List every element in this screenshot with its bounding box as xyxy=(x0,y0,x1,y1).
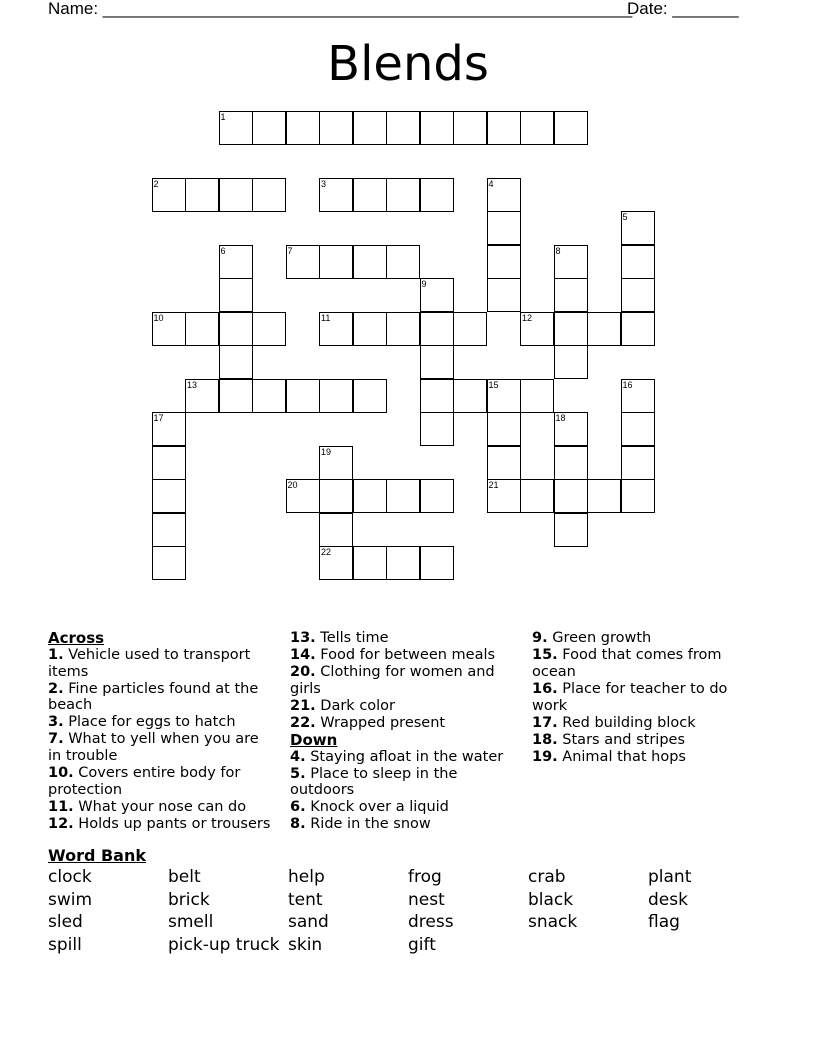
grid-cell xyxy=(286,111,320,145)
down-clue xyxy=(532,647,762,681)
clue-text: Clothing for women and girls xyxy=(290,663,495,697)
clue-text: Wrapped present xyxy=(315,714,446,731)
grid-cell xyxy=(621,278,655,312)
grid-cell xyxy=(554,479,588,513)
grid-cell xyxy=(219,345,253,379)
grid-cell xyxy=(219,178,253,212)
grid-cell xyxy=(420,278,454,312)
grid-cell xyxy=(587,479,621,513)
clue-text: Green growth xyxy=(547,630,652,646)
grid-cell xyxy=(386,312,420,346)
clue-number: 3 xyxy=(321,178,327,189)
clue-text: Covers entire body for protection xyxy=(48,765,241,798)
clue-text: Ride in the snow xyxy=(305,816,431,833)
clue-number-label: 14. xyxy=(290,646,316,663)
word-bank-item: desk xyxy=(648,889,688,910)
grid-cell xyxy=(286,379,320,413)
word-bank-item: nest xyxy=(408,889,445,910)
grid-cell xyxy=(219,111,253,145)
across-clue xyxy=(48,765,276,799)
across-clue xyxy=(48,799,276,816)
clue-text: Food for between meals xyxy=(315,646,496,663)
grid-cell xyxy=(319,312,353,346)
grid-cell xyxy=(554,345,588,379)
clue-number-label: 9. xyxy=(532,630,548,646)
grid-cell xyxy=(219,245,253,279)
grid-cell xyxy=(152,513,186,547)
grid-cell xyxy=(554,312,588,346)
down-clue xyxy=(532,681,762,715)
grid-cell xyxy=(554,111,588,145)
clue-number: 22 xyxy=(321,547,332,557)
clue-number-label: 8. xyxy=(290,816,306,833)
word-bank-item: crab xyxy=(528,867,566,887)
clue-text: Stars and stripes xyxy=(557,731,685,748)
grid-cell xyxy=(219,379,253,413)
across-clue xyxy=(48,731,276,765)
grid-cell xyxy=(420,345,454,379)
clue-number: 19 xyxy=(321,446,332,457)
grid-cell xyxy=(420,546,454,580)
across-clue xyxy=(290,715,515,732)
clue-number: 7 xyxy=(287,245,293,256)
grid-cell xyxy=(520,379,554,413)
clue-number-label: 6. xyxy=(290,799,306,816)
clue-text: Holds up pants or trousers xyxy=(73,815,271,832)
across-clue xyxy=(48,647,276,681)
clue-text: What your nose can do xyxy=(73,798,247,815)
clue-number-label: 4. xyxy=(290,748,306,765)
grid-cell xyxy=(319,111,353,145)
word-bank-item: brick xyxy=(168,889,210,910)
grid-cell xyxy=(554,245,588,279)
clue-number: 15 xyxy=(488,379,499,390)
down-heading: Down xyxy=(290,730,338,749)
grid-cell xyxy=(219,278,253,312)
clue-number: 2 xyxy=(153,178,159,189)
clue-number: 13 xyxy=(187,379,198,390)
clue-number-label: 20. xyxy=(290,663,316,680)
down-clue xyxy=(290,816,515,833)
clue-text: Staying afloat in the water xyxy=(305,748,504,765)
grid-cell xyxy=(554,412,588,446)
date-field-label: Date: _______ xyxy=(627,0,739,18)
clue-number: 16 xyxy=(622,379,633,390)
grid-cell xyxy=(621,446,655,480)
word-bank-item: skin xyxy=(288,934,323,955)
grid-cell xyxy=(487,412,521,446)
grid-cell xyxy=(353,312,387,346)
grid-cell xyxy=(286,245,320,279)
word-bank-item: sled xyxy=(48,912,83,932)
page-title: Blends xyxy=(327,36,489,92)
clue-number-label: 21. xyxy=(290,697,316,714)
clue-number: 8 xyxy=(555,245,561,256)
grid-cell xyxy=(353,178,387,212)
clue-number-label: 3. xyxy=(48,714,64,731)
word-bank-item: smell xyxy=(168,912,214,932)
grid-cell xyxy=(420,111,454,145)
grid-cell xyxy=(487,278,521,312)
grid-cell xyxy=(152,178,186,212)
clues-column-2 xyxy=(290,630,515,833)
grid-cell xyxy=(319,479,353,513)
grid-cell xyxy=(621,211,655,245)
grid-cell xyxy=(386,546,420,580)
grid-cell xyxy=(386,245,420,279)
grid-cell xyxy=(420,379,454,413)
word-bank-item: tent xyxy=(288,889,323,910)
grid-cell xyxy=(386,479,420,513)
clue-text: Knock over a liquid xyxy=(305,799,449,816)
grid-cell xyxy=(252,312,286,346)
grid-cell xyxy=(487,211,521,245)
grid-cell xyxy=(621,312,655,346)
grid-cell xyxy=(487,479,521,513)
clue-text: Place for eggs to hatch xyxy=(63,714,236,731)
word-bank-heading: Word Bank xyxy=(48,846,147,865)
across-clue xyxy=(290,698,515,715)
clue-number: 4 xyxy=(488,178,494,189)
grid-cell xyxy=(420,412,454,446)
grid-cell xyxy=(420,479,454,513)
clue-text: Red building block xyxy=(557,714,696,731)
grid-cell xyxy=(353,245,387,279)
grid-cell xyxy=(319,513,353,547)
clue-number-label: 2. xyxy=(48,680,64,697)
across-clue xyxy=(290,664,515,698)
grid-cell xyxy=(353,479,387,513)
word-bank-item: sand xyxy=(288,912,329,932)
grid-cell xyxy=(420,312,454,346)
name-field-label: Name: ________________________________________________________ xyxy=(48,0,633,18)
grid-cell xyxy=(152,479,186,513)
grid-cell xyxy=(453,379,487,413)
grid-cell xyxy=(185,379,219,413)
grid-cell xyxy=(353,379,387,413)
clue-number-label: 16. xyxy=(532,680,558,697)
clue-text: Place for teacher to do work xyxy=(532,680,728,714)
grid-cell xyxy=(621,412,655,446)
clue-number-label: 19. xyxy=(532,748,558,765)
grid-cell xyxy=(152,446,186,480)
grid-cell xyxy=(386,111,420,145)
down-clue xyxy=(290,766,515,800)
word-bank-item: clock xyxy=(48,867,92,887)
clue-text: Food that comes from ocean xyxy=(532,646,722,680)
word-bank-item: flag xyxy=(648,912,680,932)
clue-number: 5 xyxy=(622,212,628,222)
clues-column-1 xyxy=(48,630,276,833)
clue-number-label: 10. xyxy=(48,765,74,782)
grid-cell xyxy=(554,513,588,547)
clue-number: 12 xyxy=(522,312,533,323)
clue-number: 11 xyxy=(321,312,331,323)
grid-cell xyxy=(319,178,353,212)
grid-cell xyxy=(420,178,454,212)
clue-number-label: 15. xyxy=(532,646,558,663)
grid-cell xyxy=(219,312,253,346)
grid-cell xyxy=(487,178,521,212)
grid-cell xyxy=(252,178,286,212)
grid-cell xyxy=(453,111,487,145)
grid-cell xyxy=(554,278,588,312)
down-clue xyxy=(532,749,762,766)
across-clue xyxy=(48,714,276,731)
clues-column-3 xyxy=(532,630,762,766)
grid-cell xyxy=(319,379,353,413)
down-clue xyxy=(532,715,762,732)
clue-number: 17 xyxy=(153,413,164,423)
grid-cell xyxy=(152,312,186,346)
clue-number-label: 17. xyxy=(532,714,558,731)
across-clue xyxy=(290,647,515,664)
grid-cell xyxy=(621,379,655,413)
grid-cell xyxy=(487,245,521,279)
grid-cell xyxy=(554,446,588,480)
grid-cell xyxy=(319,245,353,279)
down-clue xyxy=(290,799,515,816)
clue-number-label: 12. xyxy=(48,815,74,832)
down-clue xyxy=(532,630,762,647)
clue-number-label: 11. xyxy=(48,798,74,815)
grid-cell xyxy=(252,111,286,145)
grid-cell xyxy=(453,312,487,346)
grid-cell xyxy=(487,111,521,145)
word-bank-item: black xyxy=(528,889,574,910)
clue-text: Animal that hops xyxy=(557,748,686,765)
grid-cell xyxy=(152,546,186,580)
down-clue xyxy=(532,732,762,749)
grid-cell xyxy=(286,479,320,513)
clue-number-label: 13. xyxy=(290,630,316,646)
grid-cell xyxy=(520,479,554,513)
word-bank-item: plant xyxy=(648,867,692,887)
clue-number: 1 xyxy=(220,111,226,122)
grid-cell xyxy=(520,312,554,346)
clue-number: 10 xyxy=(153,312,164,323)
across-clue xyxy=(48,816,276,833)
clue-number: 20 xyxy=(287,480,298,490)
word-bank-item: frog xyxy=(408,867,442,887)
clue-text: Vehicle used to transport items xyxy=(48,646,251,680)
word-bank-item: swim xyxy=(48,889,93,910)
across-clue xyxy=(48,681,276,715)
grid-cell xyxy=(487,446,521,480)
clue-number: 6 xyxy=(220,245,226,256)
word-bank-item: gift xyxy=(408,934,436,955)
grid-cell xyxy=(487,379,521,413)
clue-text: Tells time xyxy=(315,630,389,646)
clue-text: Dark color xyxy=(315,697,396,714)
grid-cell xyxy=(185,312,219,346)
grid-cell xyxy=(319,546,353,580)
down-clue xyxy=(290,749,515,766)
word-bank-item: spill xyxy=(48,934,82,955)
word-bank-item: dress xyxy=(408,912,454,932)
word-bank-item: help xyxy=(288,867,325,887)
word-bank-item: pick-up truck xyxy=(168,934,280,955)
grid-cell xyxy=(386,178,420,212)
grid-cell xyxy=(185,178,219,212)
clue-number-label: 18. xyxy=(532,731,558,748)
grid-cell xyxy=(252,379,286,413)
word-bank-item: belt xyxy=(168,867,201,887)
across-clue xyxy=(290,630,515,647)
grid-cell xyxy=(621,479,655,513)
grid-cell xyxy=(621,245,655,279)
clue-number: 18 xyxy=(555,413,566,423)
grid-cell xyxy=(152,412,186,446)
grid-cell xyxy=(353,111,387,145)
grid-cell xyxy=(520,111,554,145)
clue-number-label: 1. xyxy=(48,646,64,663)
across-heading: Across xyxy=(48,629,105,647)
grid-cell xyxy=(353,546,387,580)
clue-number: 21 xyxy=(488,480,499,490)
grid-cell xyxy=(587,312,621,346)
clue-number-label: 7. xyxy=(48,731,64,748)
clue-text: What to yell when you are in trouble xyxy=(48,731,259,765)
word-bank-item: snack xyxy=(528,912,578,932)
clue-number-label: 22. xyxy=(290,714,316,731)
clue-text: Fine particles found at the beach xyxy=(48,680,259,714)
clue-number-label: 5. xyxy=(290,765,306,782)
clue-text: Place to sleep in the outdoors xyxy=(290,765,458,799)
grid-cell xyxy=(319,446,353,480)
clue-number: 9 xyxy=(421,279,427,289)
